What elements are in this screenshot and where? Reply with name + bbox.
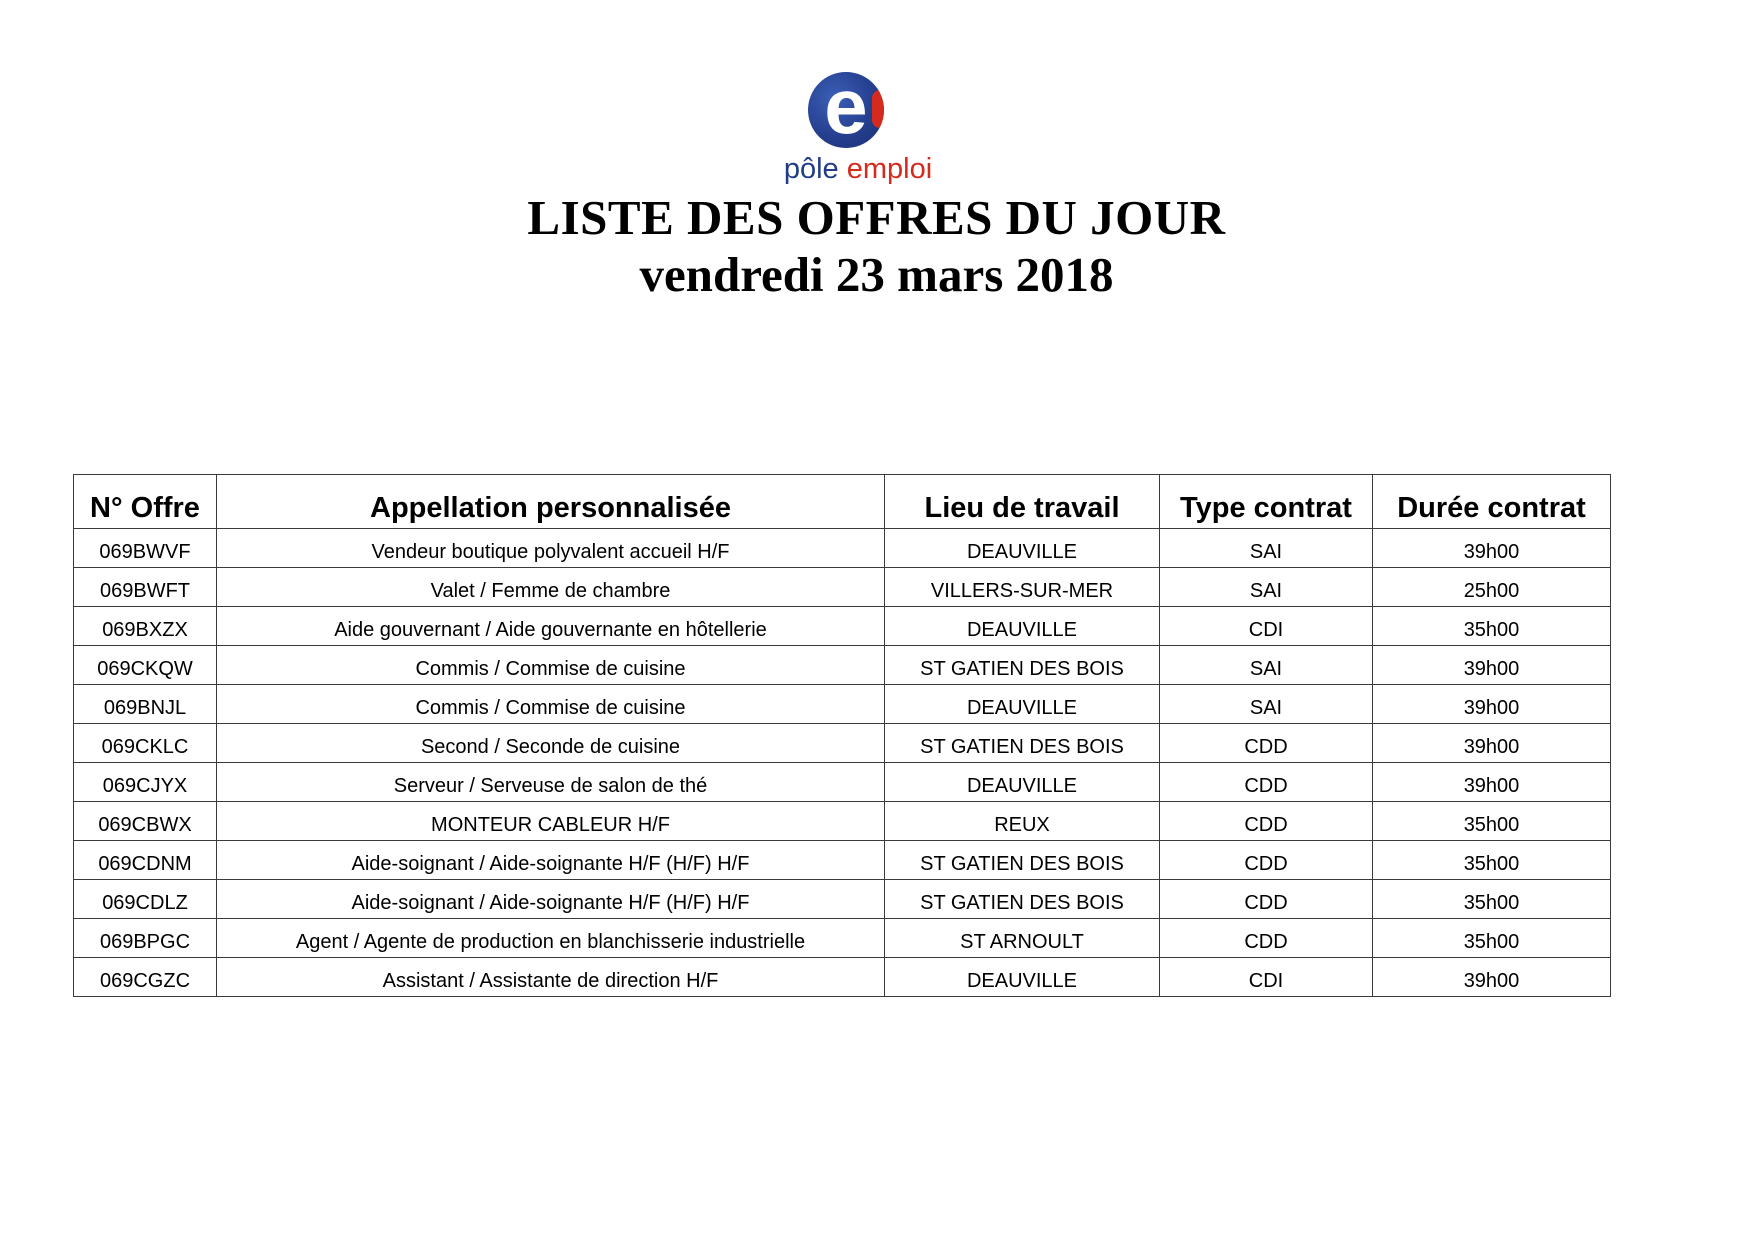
cell-contract-duration: 39h00 xyxy=(1373,958,1611,997)
cell-offer-number: 069BPGC xyxy=(74,919,217,958)
table-row xyxy=(74,802,1611,841)
table-row xyxy=(74,646,1611,685)
cell-workplace: ST GATIEN DES BOIS xyxy=(885,841,1160,880)
logo-word-emploi: emploi xyxy=(846,153,933,185)
cell-offer-number: 069BXZX xyxy=(74,607,217,646)
table-row xyxy=(74,685,1611,724)
header-workplace: Lieu de travail xyxy=(885,475,1160,529)
cell-offer-number: 069BWFT xyxy=(74,568,217,607)
table-row xyxy=(74,880,1611,919)
header-offer-number: N° Offre xyxy=(74,475,217,529)
header-contract-type: Type contrat xyxy=(1160,475,1373,529)
cell-workplace: REUX xyxy=(885,802,1160,841)
cell-offer-number: 069CGZC xyxy=(74,958,217,997)
cell-contract-type: CDD xyxy=(1160,802,1373,841)
cell-workplace: DEAUVILLE xyxy=(885,763,1160,802)
cell-workplace: VILLERS-SUR-MER xyxy=(885,568,1160,607)
table-row xyxy=(74,763,1611,802)
cell-contract-duration: 39h00 xyxy=(1373,763,1611,802)
cell-job-title: Agent / Agente de production en blanchisserie industrielle xyxy=(217,919,885,958)
header-job-title: Appellation personnalisée xyxy=(217,475,885,529)
cell-contract-duration: 39h00 xyxy=(1373,646,1611,685)
logo-e-emblem: e xyxy=(808,72,884,148)
cell-job-title: Valet / Femme de chambre xyxy=(217,568,885,607)
page-date: vendredi 23 mars 2018 xyxy=(639,247,1114,302)
cell-offer-number: 069CBWX xyxy=(74,802,217,841)
table-row xyxy=(74,568,1611,607)
cell-workplace: ST GATIEN DES BOIS xyxy=(885,880,1160,919)
cell-contract-type: CDD xyxy=(1160,841,1373,880)
cell-contract-duration: 39h00 xyxy=(1373,724,1611,763)
cell-job-title: Commis / Commise de cuisine xyxy=(217,685,885,724)
cell-job-title: Second / Seconde de cuisine xyxy=(217,724,885,763)
cell-job-title: MONTEUR CABLEUR H/F xyxy=(217,802,885,841)
cell-contract-type: SAI xyxy=(1160,568,1373,607)
page-title: LISTE DES OFFRES DU JOUR xyxy=(527,190,1226,245)
offers-table xyxy=(73,474,1611,997)
cell-contract-duration: 25h00 xyxy=(1373,568,1611,607)
cell-contract-type: CDD xyxy=(1160,763,1373,802)
cell-job-title: Aide-soignant / Aide-soignante H/F (H/F) H/F xyxy=(217,841,885,880)
cell-contract-type: CDD xyxy=(1160,880,1373,919)
cell-job-title: Assistant / Assistante de direction H/F xyxy=(217,958,885,997)
cell-contract-duration: 35h00 xyxy=(1373,919,1611,958)
cell-offer-number: 069CDLZ xyxy=(74,880,217,919)
cell-contract-type: SAI xyxy=(1160,685,1373,724)
cell-offer-number: 069CKLC xyxy=(74,724,217,763)
cell-offer-number: 069CJYX xyxy=(74,763,217,802)
cell-job-title: Aide-soignant / Aide-soignante H/F (H/F) H/F xyxy=(217,880,885,919)
cell-workplace: DEAUVILLE xyxy=(885,529,1160,568)
table-row xyxy=(74,958,1611,997)
cell-contract-type: CDI xyxy=(1160,607,1373,646)
cell-contract-type: SAI xyxy=(1160,529,1373,568)
cell-contract-duration: 39h00 xyxy=(1373,529,1611,568)
cell-contract-type: CDD xyxy=(1160,724,1373,763)
cell-offer-number: 069BWVF xyxy=(74,529,217,568)
cell-offer-number: 069CKQW xyxy=(74,646,217,685)
cell-contract-duration: 35h00 xyxy=(1373,841,1611,880)
cell-workplace: DEAUVILLE xyxy=(885,607,1160,646)
cell-contract-duration: 35h00 xyxy=(1373,880,1611,919)
cell-workplace: DEAUVILLE xyxy=(885,685,1160,724)
table-row xyxy=(74,529,1611,568)
table-header-row xyxy=(74,475,1611,529)
cell-contract-duration: 35h00 xyxy=(1373,802,1611,841)
cell-contract-type: CDI xyxy=(1160,958,1373,997)
logo-word-pole: pôle xyxy=(783,153,839,185)
cell-contract-duration: 35h00 xyxy=(1373,607,1611,646)
table-row xyxy=(74,919,1611,958)
header-contract-duration: Durée contrat xyxy=(1373,475,1611,529)
cell-workplace: ST GATIEN DES BOIS xyxy=(885,724,1160,763)
cell-offer-number: 069CDNM xyxy=(74,841,217,880)
cell-contract-type: SAI xyxy=(1160,646,1373,685)
pole-emploi-logo xyxy=(773,72,943,192)
cell-contract-type: CDD xyxy=(1160,919,1373,958)
table-row xyxy=(74,841,1611,880)
cell-workplace: ST ARNOULT xyxy=(885,919,1160,958)
cell-job-title: Commis / Commise de cuisine xyxy=(217,646,885,685)
cell-contract-duration: 39h00 xyxy=(1373,685,1611,724)
cell-workplace: ST GATIEN DES BOIS xyxy=(885,646,1160,685)
logo-text xyxy=(773,152,943,186)
cell-job-title: Vendeur boutique polyvalent accueil H/F xyxy=(217,529,885,568)
cell-offer-number: 069BNJL xyxy=(74,685,217,724)
table-row xyxy=(74,607,1611,646)
cell-workplace: DEAUVILLE xyxy=(885,958,1160,997)
table-row xyxy=(74,724,1611,763)
cell-job-title: Aide gouvernant / Aide gouvernante en hôtellerie xyxy=(217,607,885,646)
cell-job-title: Serveur / Serveuse de salon de thé xyxy=(217,763,885,802)
